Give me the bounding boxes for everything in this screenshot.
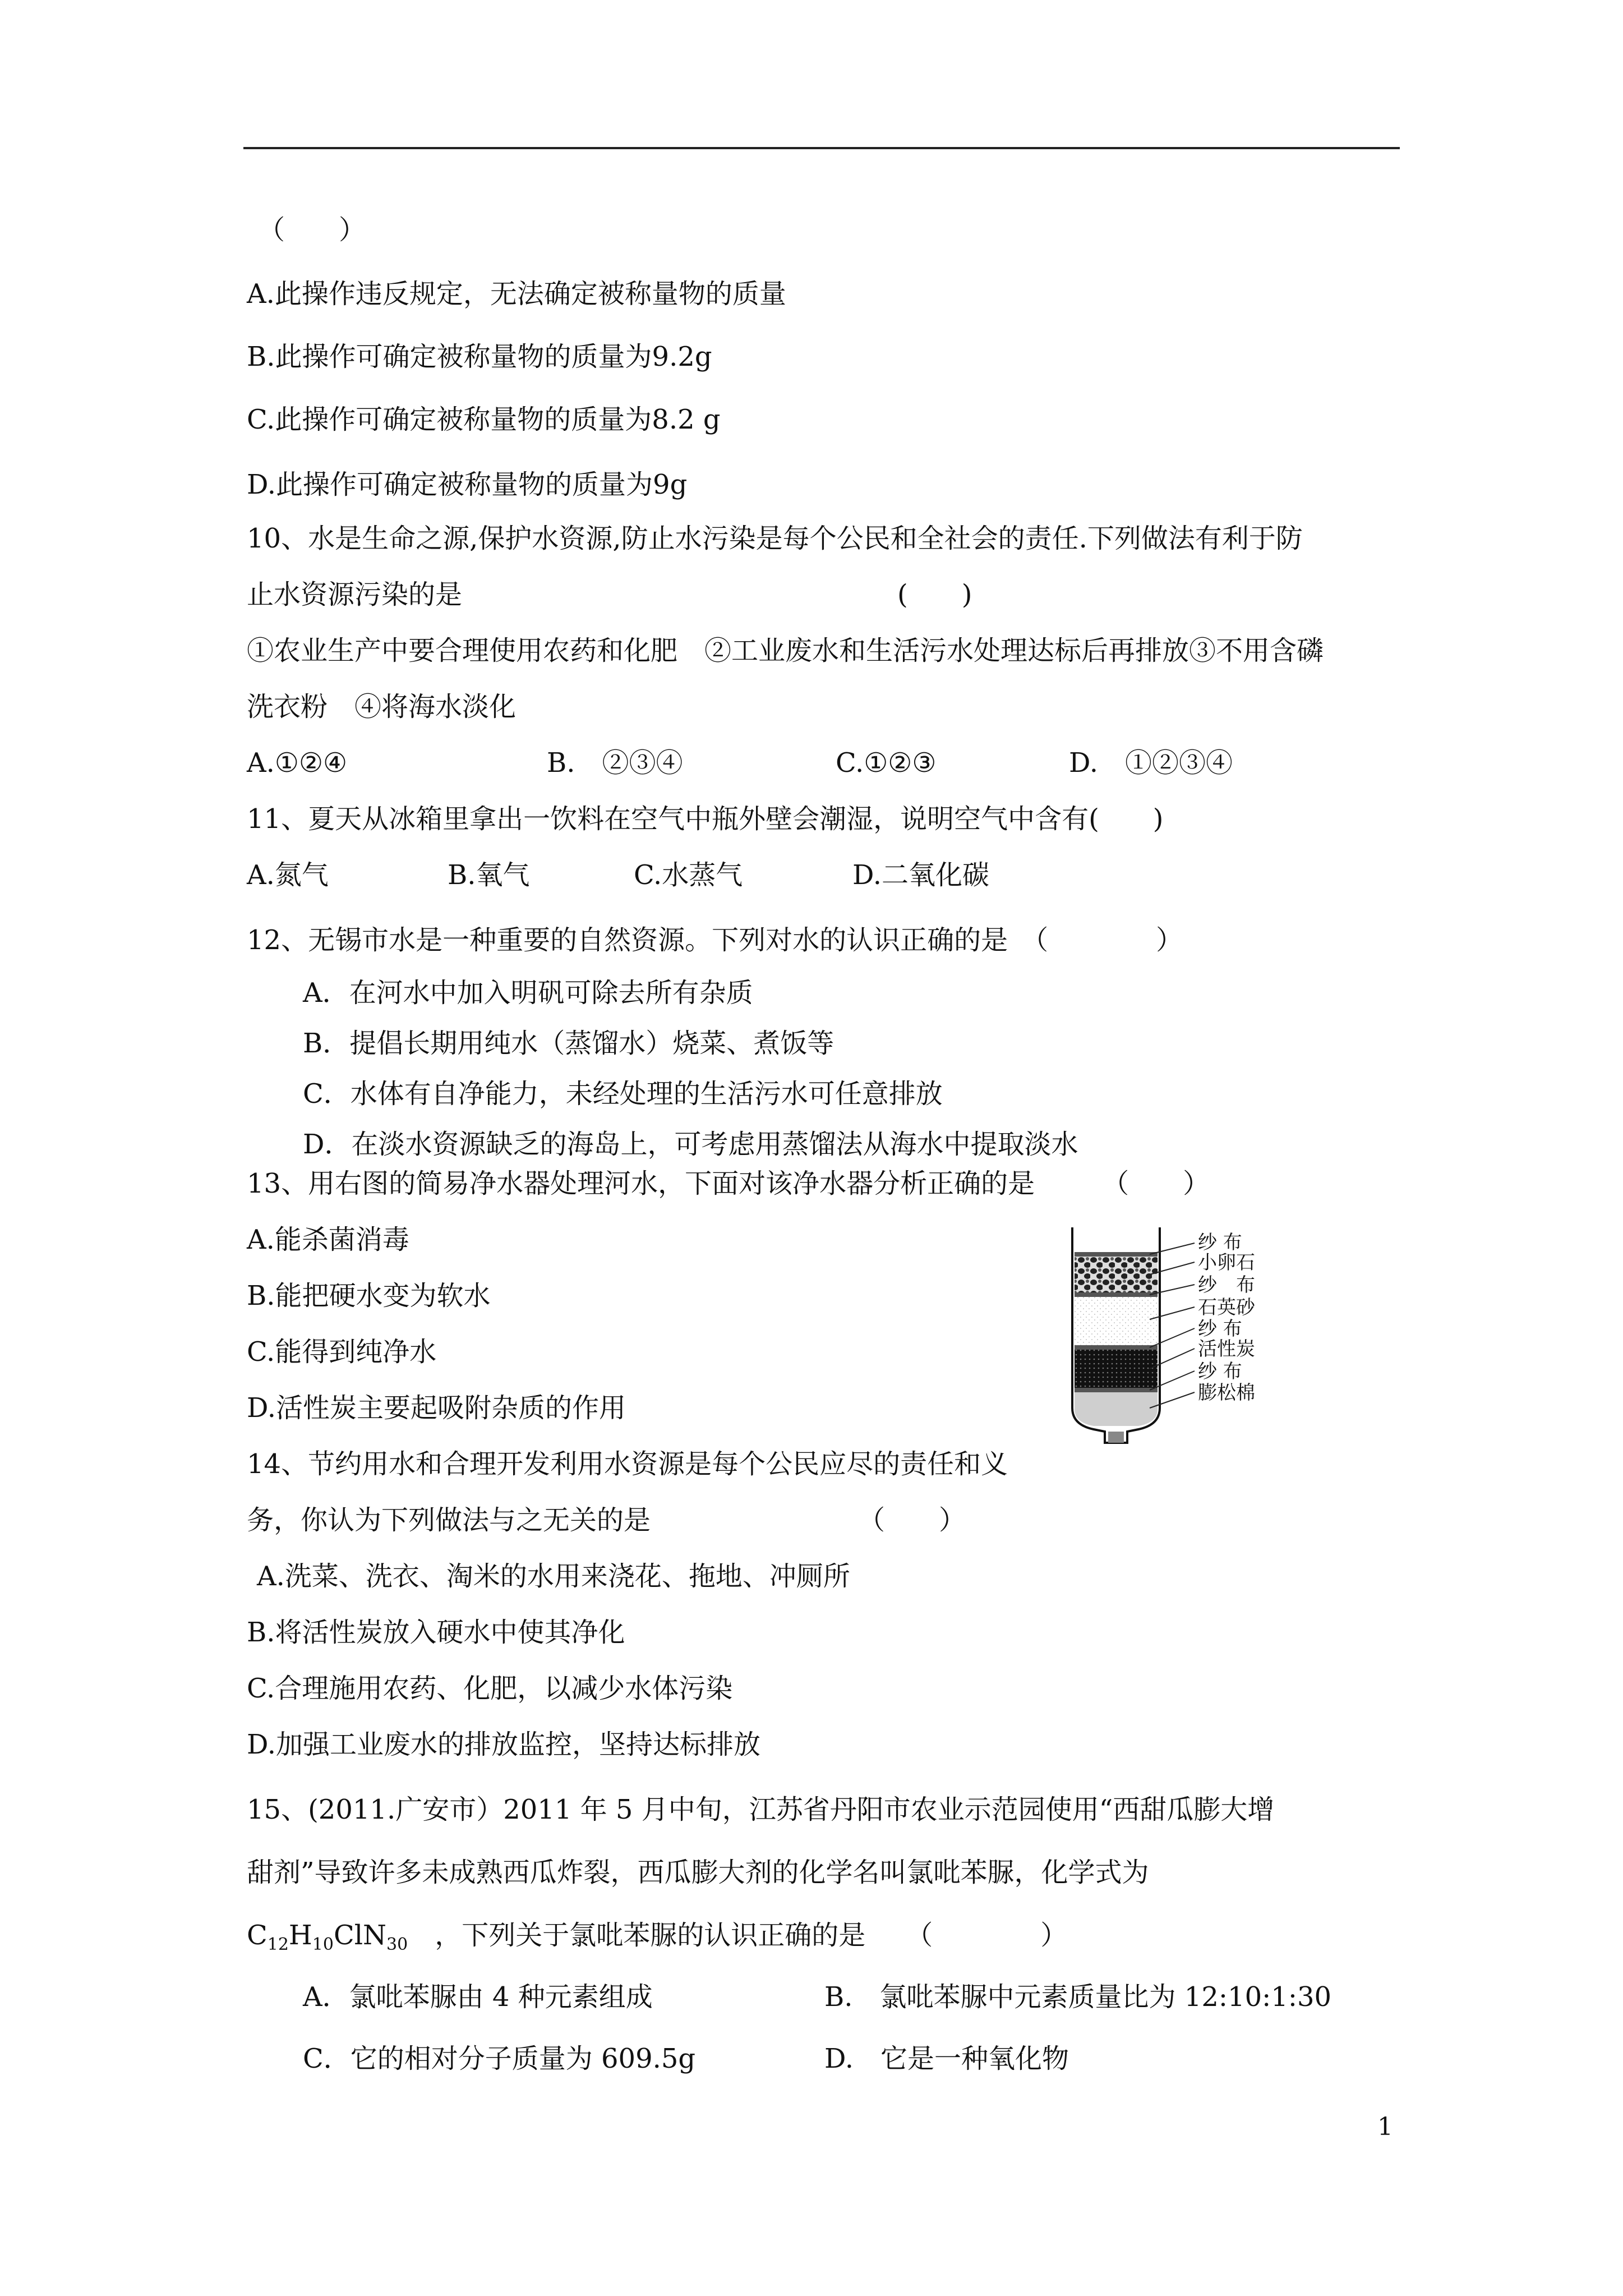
q13-option-b: B.能把硬水变为软水 bbox=[247, 1280, 491, 1312]
figure-label-pebbles: 小卵石 bbox=[1198, 1251, 1255, 1274]
q13-stem: 13、用右图的简易净水器处理河水，下面对该净水器分析正确的是 （ ） bbox=[247, 1168, 1210, 1199]
q15-option-d: D. 它是一种氧化物 bbox=[824, 2043, 1069, 2074]
q11-stem: 11、夏天从冰箱里拿出一饮料在空气中瓶外壁会潮湿，说明空气中含有( ) bbox=[247, 803, 1164, 835]
q12-option-d: D．在淡水资源缺乏的海岛上，可考虑用蒸馏法从海水中提取淡水 bbox=[303, 1129, 1078, 1160]
q10-option-c: C.①②③ bbox=[836, 747, 937, 779]
q15-stem-line1: 15、(2011.广安市）2011 年 5 月中旬，江苏省丹阳市农业示范园使用“西甜瓜膨大增 bbox=[247, 1794, 1275, 1825]
chemical-formula: $C_{12}H_{10}ClN_{30}$ bbox=[247, 1920, 408, 1954]
q12-option-c: C．水体有自净能力，未经处理的生活污水可任意排放 bbox=[303, 1078, 943, 1110]
q10-items-line2: 洗衣粉 ④将海水淡化 bbox=[247, 691, 517, 723]
q10-items-line1: ①农业生产中要合理使用农药和化肥 ②工业废水和生活污水处理达标后再排放③不用含磷 bbox=[247, 635, 1324, 666]
q15-stem-line3: $C_{12}H_{10}ClN_{30}$ ，下列关于氯吡苯脲的认识正确的是 （ ） bbox=[247, 1920, 1068, 1954]
q14-stem-line2: 务，你认为下列做法与之无关的是 bbox=[247, 1504, 651, 1536]
q12-option-a: A．在河水中加入明矾可除去所有杂质 bbox=[303, 977, 753, 1009]
q11-option-c: C.水蒸气 bbox=[634, 859, 743, 891]
figure-label-cotton: 膨松棉 bbox=[1198, 1382, 1255, 1404]
q11-option-d: D.二氧化碳 bbox=[852, 859, 990, 891]
q12-option-b: B．提倡长期用纯水（蒸馏水）烧菜、煮饭等 bbox=[303, 1028, 834, 1059]
q9-option-a: A.此操作违反规定，无法确定被称量物的质量 bbox=[247, 278, 786, 310]
q10-bracket: ( ) bbox=[897, 579, 972, 610]
q10-stem-line2: 止水资源污染的是 bbox=[247, 579, 463, 610]
figure-label-gauze-1: 纱 布 bbox=[1198, 1231, 1242, 1254]
q13-option-d: D.活性炭主要起吸附杂质的作用 bbox=[247, 1392, 626, 1424]
q14-option-c: C.合理施用农药、化肥，以减少水体污染 bbox=[247, 1673, 733, 1704]
q15-option-b: B. 氯吡苯脲中元素质量比为 12:10:1:30 bbox=[824, 1981, 1332, 2013]
figure-label-activated-carbon: 活性炭 bbox=[1198, 1338, 1255, 1360]
figure-label-gauze-2: 纱 布 bbox=[1198, 1274, 1255, 1296]
q9-option-b: B.此操作可确定被称量物的质量为9.2g bbox=[247, 341, 712, 372]
q12-stem: 12、无锡市水是一种重要的自然资源。下列对水的认识正确的是 （ ） bbox=[247, 924, 1183, 956]
q14-option-d: D.加强工业废水的排放监控，坚持达标排放 bbox=[247, 1729, 761, 1760]
q9-option-d: D.此操作可确定被称量物的质量为9g bbox=[247, 469, 688, 500]
q10-option-d: D. ①②③④ bbox=[1069, 747, 1233, 779]
figure-label-gauze-3: 纱 布 bbox=[1198, 1318, 1242, 1340]
q10-option-a: A.①②④ bbox=[247, 747, 348, 779]
q13-option-a: A.能杀菌消毒 bbox=[247, 1224, 409, 1255]
q10-stem-line1: 10、水是生命之源,保护水资源,防止水污染是每个公民和全社会的责任.下列做法有利于防 bbox=[247, 523, 1303, 554]
header-rule bbox=[243, 147, 1400, 149]
figure-label-quartz-sand: 石英砂 bbox=[1198, 1296, 1255, 1319]
q14-bracket: （ ） bbox=[858, 1504, 966, 1536]
q13-option-c: C.能得到纯净水 bbox=[247, 1336, 437, 1368]
q9-bracket: （ ） bbox=[258, 214, 366, 246]
q9-option-c: C.此操作可确定被称量物的质量为8.2 g bbox=[247, 404, 721, 435]
q11-option-a: A.氮气 bbox=[247, 859, 329, 891]
figure-label-gauze-4: 纱 布 bbox=[1198, 1360, 1242, 1383]
q15-option-a: A．氯吡苯脲由 4 种元素组成 bbox=[303, 1981, 653, 2013]
q14-option-a: A.洗菜、洗衣、淘米的水用来浇花、拖地、冲厕所 bbox=[257, 1561, 850, 1592]
page-number: 1 bbox=[1377, 2113, 1393, 2141]
q14-stem-line1: 14、节约用水和合理开发利用水资源是每个公民应尽的责任和义 bbox=[247, 1448, 1008, 1480]
q10-option-b: B. ②③④ bbox=[547, 747, 683, 779]
water-filter-figure bbox=[1066, 1223, 1312, 1458]
q15-option-c: C．它的相对分子质量为 609.5g bbox=[303, 2043, 696, 2074]
q11-option-b: B.氧气 bbox=[448, 859, 530, 891]
q14-option-b: B.将活性炭放入硬水中使其净化 bbox=[247, 1617, 625, 1648]
q15-stem-line2: 甜剂”导致许多未成熟西瓜炸裂，西瓜膨大剂的化学名叫氯吡苯脲，化学式为 bbox=[247, 1857, 1149, 1888]
